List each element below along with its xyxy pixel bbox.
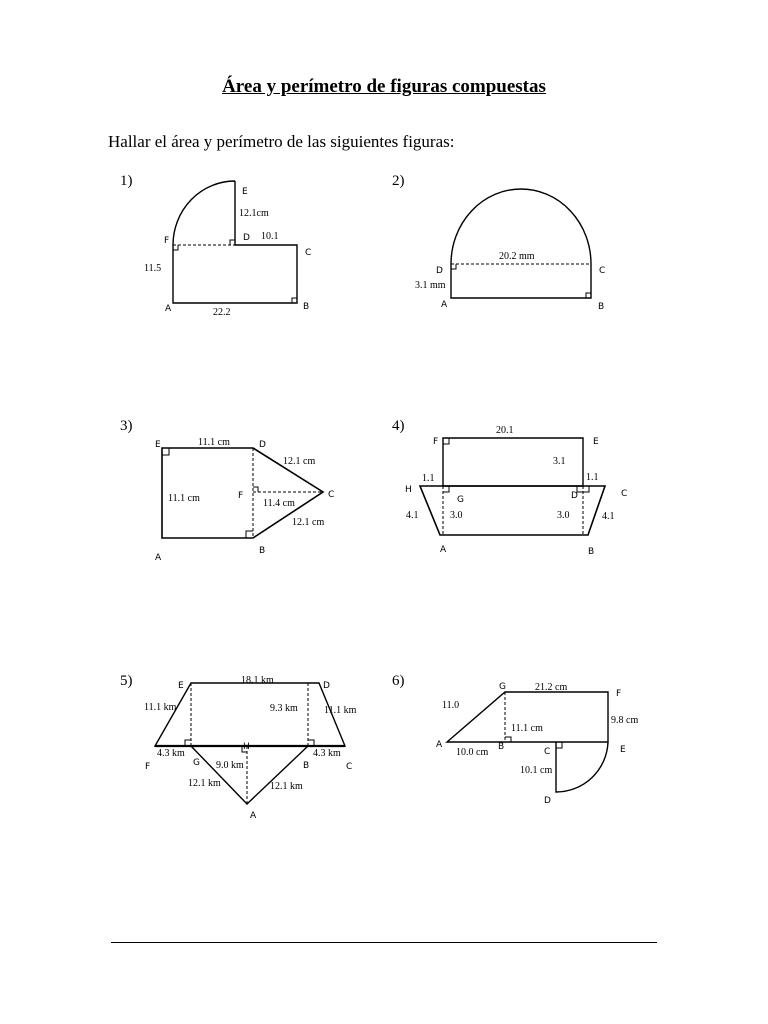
figure-4-label-fe: 20.1 — [496, 425, 514, 436]
figure-3-label-dc: 12.1 cm — [283, 456, 316, 467]
figure-3-label-ea: 11.1 cm — [168, 493, 200, 504]
figure-2-number: 2) — [392, 173, 405, 189]
figure-4-right-angle-f — [443, 438, 449, 444]
figure-6-point-e: E — [620, 745, 626, 755]
figure-6-right-angle-c — [556, 742, 562, 748]
figure-2-point-a: A — [441, 300, 448, 310]
figure-1-label-ed: 12.1cm — [239, 208, 269, 219]
figure-3-number: 3) — [120, 418, 133, 434]
figure-5-trapezoid — [155, 683, 345, 746]
figure-3-label-bc: 12.1 cm — [292, 517, 325, 528]
figure-3-point-a: A — [155, 553, 162, 563]
figure-2 — [410, 175, 620, 325]
figure-2-point-d: D — [436, 266, 443, 276]
figure-6-point-b: B — [498, 742, 505, 752]
figure-4-point-h: H — [405, 485, 412, 495]
figure-6-point-d: D — [544, 796, 551, 806]
figure-5-label-ed: 18.1 km — [241, 675, 274, 686]
figure-5-point-f: F — [145, 762, 151, 772]
figure-3-point-f: F — [238, 491, 244, 501]
instructions: Hallar el área y perímetro de las siguientes figuras: — [108, 132, 455, 151]
figure-6-right-angle-b — [505, 737, 511, 742]
figure-1-point-e: E — [242, 187, 248, 197]
figure-4-label-h-slant: 4.1 — [406, 510, 419, 521]
figure-1-right-angle-b — [292, 298, 297, 303]
page-title: Área y perímetro de figuras compuestas — [222, 76, 546, 97]
figure-2-point-c: C — [599, 266, 606, 276]
figure-6-number: 6) — [392, 673, 405, 689]
figure-4-point-f: F — [433, 437, 439, 447]
figure-3-point-d: D — [259, 440, 266, 450]
figure-6-point-f: F — [616, 689, 622, 699]
figure-5 — [140, 672, 370, 832]
figure-3-right-angle-b — [246, 531, 253, 538]
figure-2-right-angle-d — [451, 264, 456, 269]
figure-2-outline — [451, 189, 591, 298]
figure-6-top-shape — [447, 692, 608, 742]
figure-1-label-dc: 10.1 — [261, 231, 279, 242]
figure-5-label-bc: 4.3 km — [313, 748, 341, 759]
figure-4 — [395, 420, 645, 565]
figure-6-point-c: C — [544, 747, 551, 757]
figure-4-point-d: D — [571, 491, 578, 501]
figure-3-point-b: B — [259, 546, 266, 556]
figure-4-right-angle-g — [443, 486, 449, 492]
figure-4-point-g: G — [457, 495, 464, 505]
figure-5-point-g: G — [193, 758, 200, 768]
figure-1-right-angle-d — [230, 240, 235, 245]
figure-1-label-fa: 11.5 — [144, 263, 162, 274]
figure-6-label-cd: 10.1 cm — [520, 765, 553, 776]
figure-6-label-bc-top: 11.1 cm — [511, 723, 543, 734]
figure-5-point-e: E — [178, 681, 184, 691]
figure-5-point-c: C — [346, 762, 353, 772]
figure-3 — [145, 430, 345, 570]
figure-2-label-da: 3.1 mm — [415, 280, 446, 291]
figure-1-outline — [173, 181, 297, 303]
figure-1-label-ab: 22.2 — [213, 307, 231, 318]
figure-3-right-angle-f — [253, 487, 258, 492]
figure-5-point-d: D — [323, 681, 330, 691]
figure-2-right-angle-b — [586, 293, 591, 298]
figure-3-label-ed: 11.1 cm — [198, 437, 230, 448]
figure-5-label-dc: 11.1 km — [324, 705, 357, 716]
figure-5-triangle — [191, 746, 308, 804]
figure-4-right-angle-d2 — [583, 486, 589, 492]
figure-4-number: 4) — [392, 418, 405, 434]
footer-line — [111, 942, 657, 943]
figure-4-label-ga: 3.0 — [450, 510, 463, 521]
figure-5-point-h: H — [243, 742, 250, 752]
figure-1-point-a: A — [165, 304, 172, 314]
figure-6-label-ab: 10.0 cm — [456, 747, 489, 758]
figure-5-point-a: A — [250, 811, 257, 821]
figure-2-label-dc: 20.2 mm — [499, 251, 535, 262]
figure-1-point-d: D — [243, 233, 250, 243]
figure-4-point-c: C — [621, 489, 628, 499]
figure-1 — [140, 175, 320, 325]
figure-3-right-angle-e — [162, 448, 169, 455]
figure-5-label-fg: 4.3 km — [157, 748, 185, 759]
figure-5-label-ha: 9.0 km — [216, 760, 244, 771]
figure-6-label-gf: 21.2 cm — [535, 682, 568, 693]
figure-6-point-a: A — [436, 740, 443, 750]
figure-6-label-fe: 9.8 cm — [611, 715, 639, 726]
figure-3-point-e: E — [155, 440, 161, 450]
figure-4-label-hg: 1.1 — [422, 473, 435, 484]
figure-4-point-e: E — [593, 437, 599, 447]
figure-6-point-g: G — [499, 682, 506, 692]
figure-4-label-dc: 1.1 — [586, 472, 599, 483]
figure-5-label-ab: 12.1 km — [270, 781, 303, 792]
figure-5-label-hd-height: 9.3 km — [270, 703, 298, 714]
figure-5-point-b: B — [303, 761, 310, 771]
figure-1-point-b: B — [303, 302, 310, 312]
figure-4-label-c-slant: 4.1 — [602, 511, 615, 522]
figure-1-number: 1) — [120, 173, 133, 189]
figure-4-label-db: 3.0 — [557, 510, 570, 521]
figure-1-point-f: F — [164, 236, 170, 246]
figure-5-label-ef: 11.1 km — [144, 702, 177, 713]
figure-1-right-angle-f — [173, 245, 178, 250]
figure-6-label-ag: 11.0 — [442, 700, 460, 711]
figure-4-label-e-side: 3.1 — [553, 456, 566, 467]
figure-5-label-ga: 12.1 km — [188, 778, 221, 789]
figure-4-point-b: B — [588, 547, 595, 557]
figure-2-point-b: B — [598, 302, 605, 312]
figure-3-label-fc: 11.4 cm — [263, 498, 295, 509]
figure-5-number: 5) — [120, 673, 133, 689]
figure-1-point-c: C — [305, 248, 312, 258]
figure-6 — [425, 675, 655, 815]
figure-4-point-a: A — [440, 545, 447, 555]
figure-3-point-c: C — [328, 490, 335, 500]
figure-6-quarter-circle — [556, 742, 608, 792]
